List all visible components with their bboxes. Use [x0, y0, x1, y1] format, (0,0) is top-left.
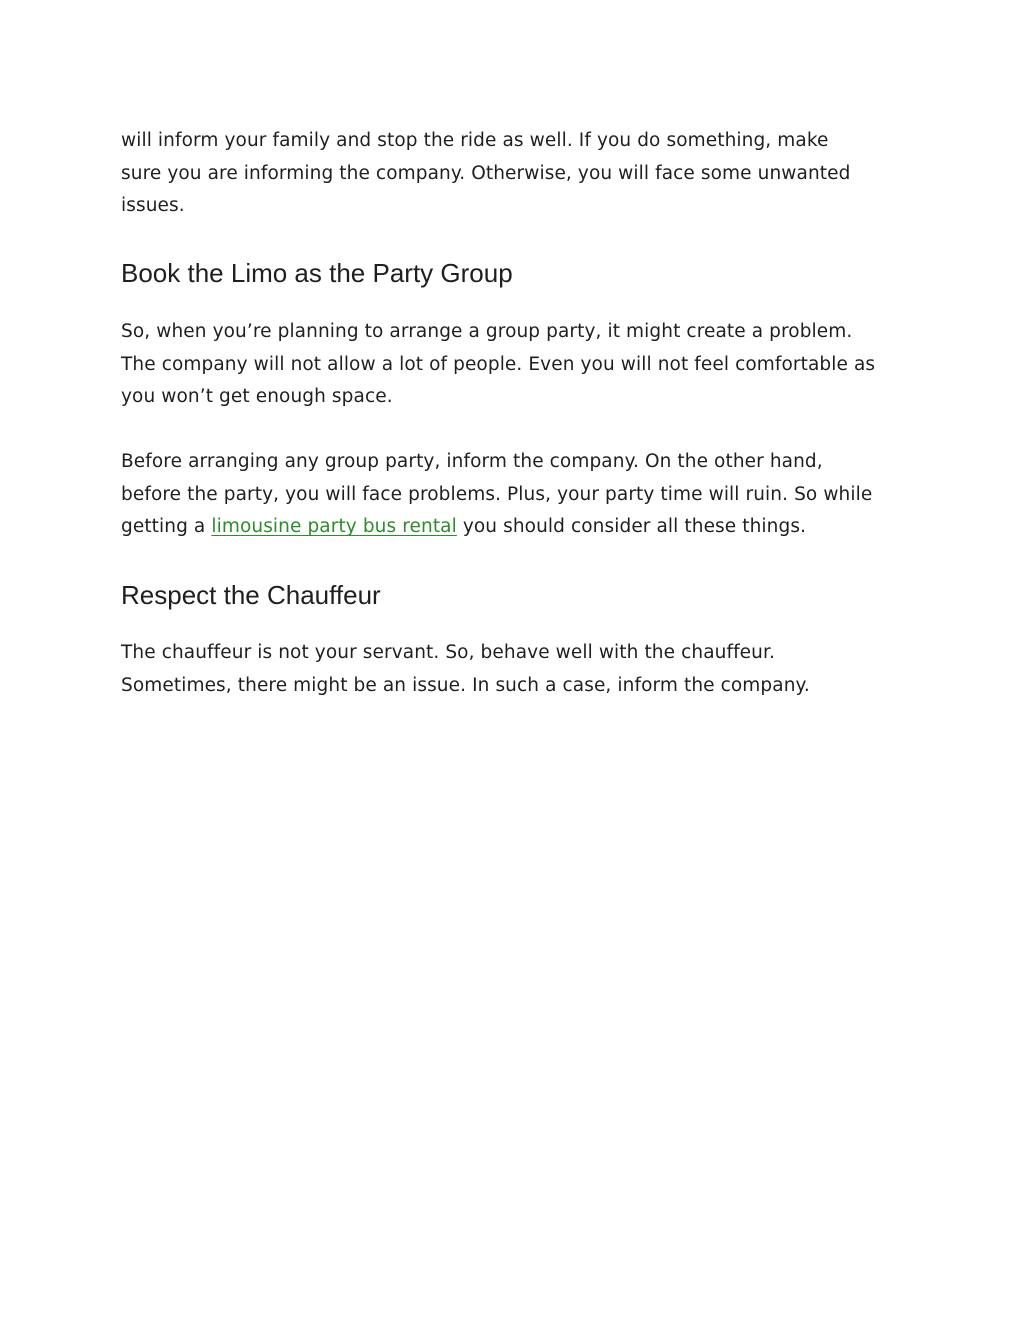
paragraph-line: The company will not allow a lot of people. Even you will not feel comfortable as	[121, 353, 876, 375]
link-suffix-text: you should consider all these things.	[456, 516, 807, 538]
link-prefix-text: getting a	[121, 516, 212, 538]
paragraph-line: Sometimes, there might be an issue. In such a case, inform the company.	[121, 674, 810, 696]
limousine-party-bus-rental-link[interactable]: limousine party bus rental	[211, 516, 457, 538]
paragraph-line: will inform your family and stop the ride as well. If you do something, make	[121, 130, 829, 151]
paragraph-inform-company	[121, 446, 921, 544]
paragraph-line: The chauffeur is not your servant. So, behave well with the chauffeur.	[121, 642, 775, 663]
paragraph-group-party-problem	[121, 316, 921, 414]
paragraph-line-with-link	[121, 511, 921, 544]
paragraph-line: you won’t get enough space.	[121, 386, 393, 408]
heading-book-limo-party-group: Book the Limo as the Party Group	[121, 258, 513, 288]
paragraph-line: sure you are informing the company. Otherwise, you will face some unwanted	[121, 162, 851, 184]
paragraph-chauffeur-behavior	[121, 637, 921, 702]
paragraph-line: So, when you’re planning to arrange a group party, it might create a problem.	[121, 321, 853, 342]
paragraph-line: Before arranging any group party, inform the company. On the other hand,	[121, 451, 823, 472]
paragraph-ride-safety	[121, 125, 921, 223]
paragraph-line: issues.	[121, 195, 185, 217]
heading-respect-chauffeur: Respect the Chauffeur	[121, 580, 381, 610]
paragraph-line: before the party, you will face problems. Plus, your party time will ruin. So while	[121, 483, 873, 505]
